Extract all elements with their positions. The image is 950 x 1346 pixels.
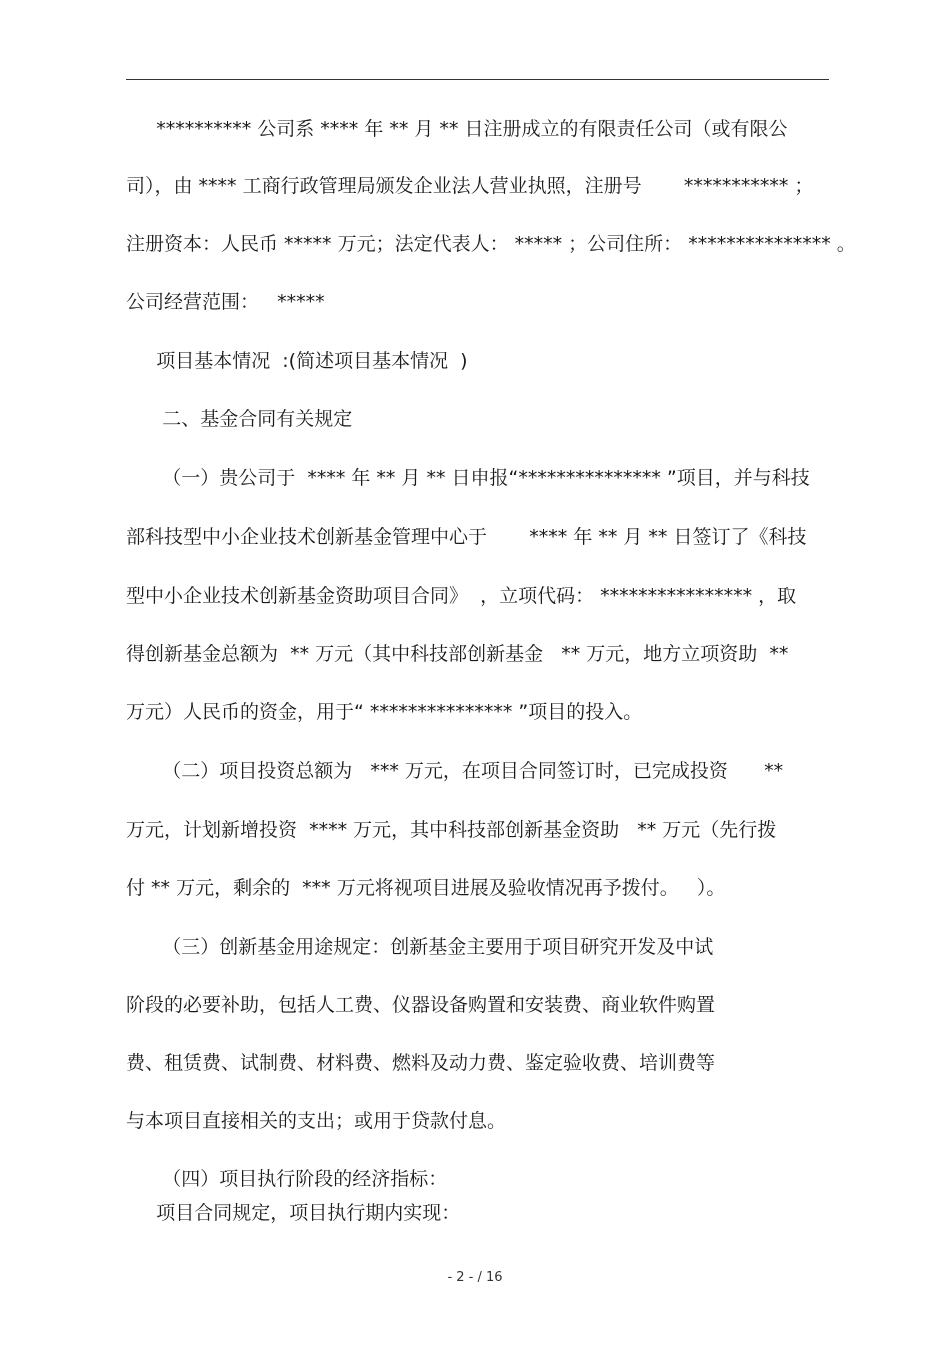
text-line: （三）创新基金用途规定：创新基金主要用于项目研究开发及中试 [126,936,714,958]
text-line: 得创新基金总额为 ** 万元（其中科技部创新基金 ** 万元，地方立项资助 ** [126,643,789,665]
text-line: 与本项目直接相关的支出；或用于贷款付息。 [126,1110,507,1132]
text-line: 万元）人民币的资金，用于“ *************** ”项目的投入。 [126,701,643,723]
text-line: 阶段的必要补助，包括人工费、仪器设备购置和安装费、商业软件购置 [126,994,716,1016]
text-line: 项目基本情况 :(简述项目基本情况 ) [126,350,468,372]
text-line: 型中小企业技术创新基金资助项目合同》 ，立项代码： **************** ，取 [126,585,797,607]
text-line: 公司经营范围： ***** [126,291,325,313]
section-heading: 二、基金合同有关规定 [126,408,353,430]
text-line: 万元，计划新增投资 **** 万元，其中科技部创新基金资助 ** 万元（先行拨 [126,819,777,841]
text-line: 部科技型中小企业技术创新基金管理中心于 **** 年 ** 月 ** 日签订了《科技 [126,526,807,548]
text-line: （四）项目执行阶段的经济指标： [126,1168,448,1190]
text-line: 项目合同规定，项目执行期内实现： [126,1202,461,1224]
text-line: 司），由 **** 工商行政管理局颁发企业法人营业执照，注册号 *********** ； [126,175,814,197]
text-line: 注册资本：人民币 ***** 万元；法定代表人： ***** ；公司住所： *************** 。 [126,233,856,255]
text-line: 付 ** 万元，剩余的 *** 万元将视项目进展及验收情况再予拨付。 ）。 [126,877,726,899]
header-rule [126,79,829,80]
page-number: - 2 - / 16 [447,1270,503,1285]
text-line: （二）项目投资总额为 *** 万元，在项目合同签订时，已完成投资 ** [126,760,784,782]
text-line: ********** 公司系 **** 年 ** 月 ** 日注册成立的有限责任公司（或有限公 [126,118,788,140]
text-line: 费、租赁费、试制费、材料费、燃料及动力费、鉴定验收费、培训费等 [126,1052,716,1074]
text-line: （一）贵公司于 **** 年 ** 月 ** 日申报“*************** ”项目，并与科技 [126,467,810,489]
